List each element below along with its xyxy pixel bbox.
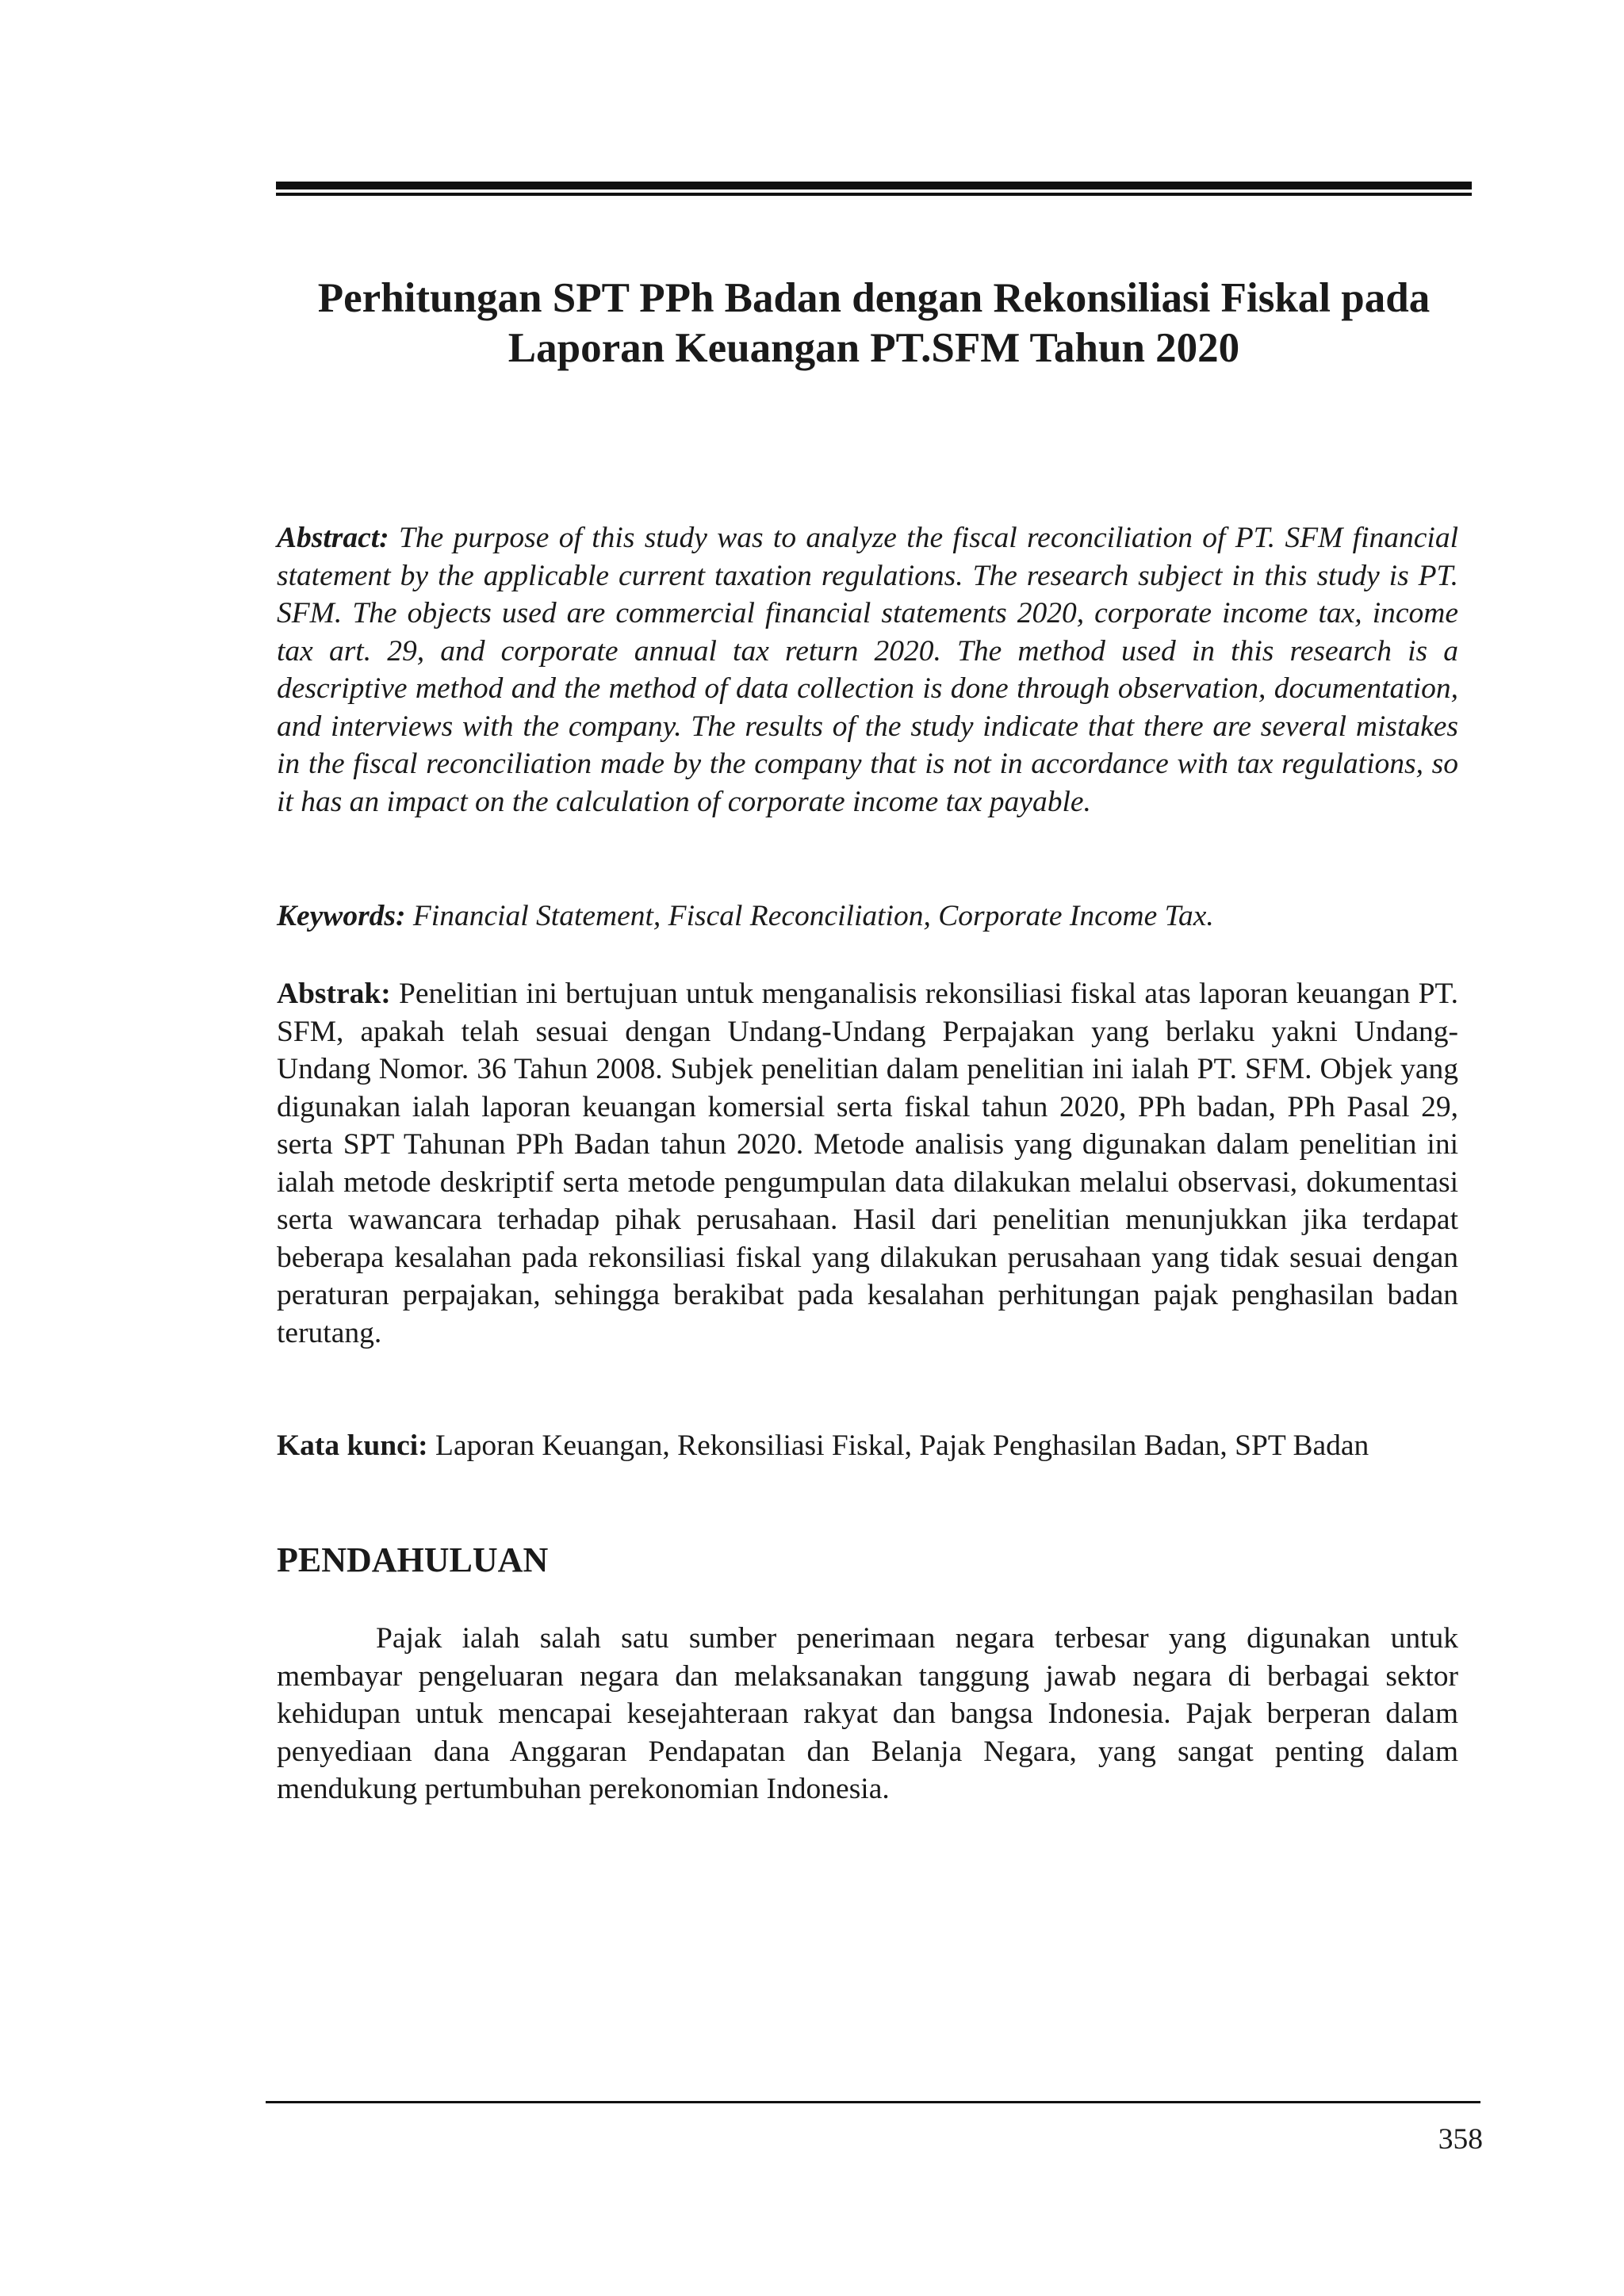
kata-kunci-text: Laporan Keuangan, Rekonsiliasi Fiskal, Pajak Penghasilan Badan, SPT Badan	[435, 1429, 1369, 1462]
title-line-2: Laporan Keuangan PT.SFM Tahun 2020	[508, 325, 1240, 371]
keywords-english	[277, 897, 1458, 936]
section-heading-pendahuluan: PENDAHULUAN	[277, 1540, 549, 1579]
keywords-text: Financial Statement, Fiscal Reconciliation, Corporate Income Tax.	[412, 900, 1214, 932]
abstract-text: The purpose of this study was to analyze the fiscal reconciliation of PT. SFM financial statement by the applicable current taxation regulations. The research subject in this study is PT. SFM. The objects used are commercial financial statements 2020, corporate income tax, income tax art. 29, and corporate annual tax return 2020. The method used in this research is a descriptive method and the method of data collection is done through observation, documentation, and interviews with the company. The results of the study indicate that there are several mistakes in the fiscal reconciliation made by the company that is not in accordance with tax regulations, so it has an impact on the calculation of corporate income tax payable.	[277, 522, 1458, 818]
page-number: 358	[1438, 2123, 1483, 2156]
header-rule-thick	[276, 182, 1472, 189]
abstract-indonesian	[277, 975, 1458, 1352]
kata-kunci-label: Kata kunci:	[277, 1429, 428, 1462]
kata-kunci	[277, 1427, 1458, 1465]
title-line-1: Perhitungan SPT PPh Badan dengan Rekonsiliasi Fiskal pada	[317, 275, 1431, 321]
keywords-label: Keywords:	[277, 900, 406, 932]
abstract-english	[277, 519, 1458, 821]
abstrak-text: Penelitian ini bertujuan untuk menganalisis rekonsiliasi fiskal atas laporan keuangan PT. SFM, apakah telah sesuai dengan Undang-Undang Perpajakan yang berlaku yakni Undang- Undang Nomor. 36 Tahun 2008. Subjek penelitian dalam penelitian ini ialah PT. SFM. Objek yang digunakan ialah laporan keuangan komersial serta fiskal tahun 2020, PPh badan, PPh Pasal 29, serta SPT Tahunan PPh Badan tahun 2020. Metode analisis yang digunakan dalam penelitian ini ialah metode deskriptif serta metode pengumpulan data dilakukan melalui observasi, dokumentasi serta wawancara terhadap pihak perusahaan. Hasil dari penelitian menunjukkan jika terdapat beberapa kesalahan pada rekonsiliasi fiskal yang dilakukan perusahaan yang tidak sesuai dengan peraturan perpajakan, sehingga berakibat pada kesalahan perhitungan pajak penghasilan badan terutang.	[277, 978, 1458, 1349]
paper-title	[238, 274, 1510, 373]
body-paragraph: Pajak ialah salah satu sumber penerimaan negara terbesar yang digunakan untuk membayar pengeluaran negara dan melaksanakan tanggung jawab negara di berbagai sektor kehidupan untuk mencapai kesejahteraan rakyat dan bangsa Indonesia. Pajak berperan dalam penyediaan dana Anggaran Pendapatan dan Belanja Negara, yang sangat penting dalam mendukung pertumbuhan perekonomian Indonesia.	[277, 1622, 1458, 1805]
abstrak-label: Abstrak:	[277, 978, 391, 1010]
footer-rule	[266, 2101, 1480, 2103]
abstract-label: Abstract:	[277, 522, 389, 554]
header-rule-thin	[276, 193, 1472, 196]
